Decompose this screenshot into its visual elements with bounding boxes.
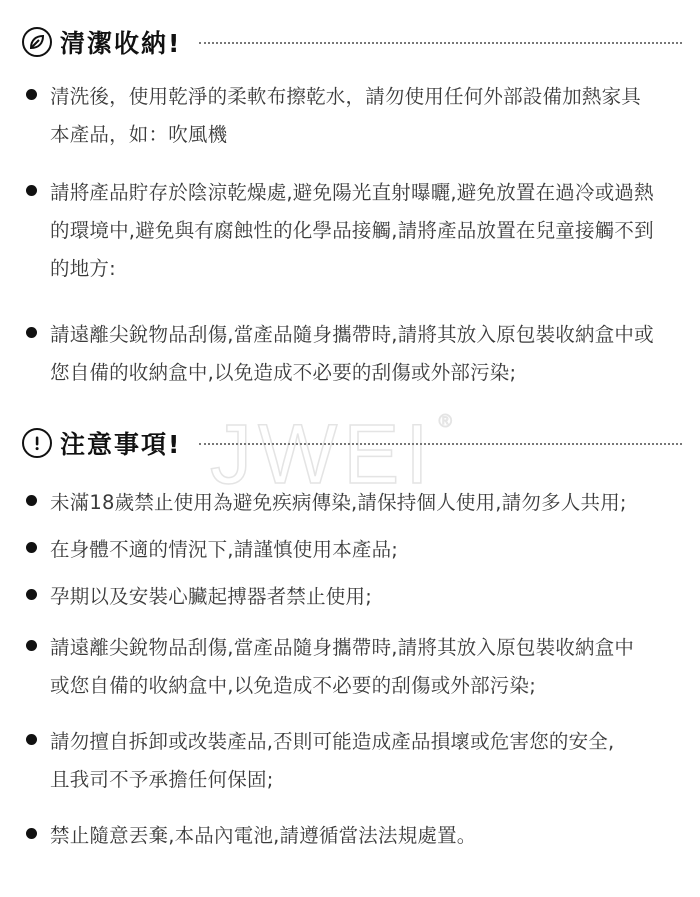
list-item-text: 清洗後，使用乾淨的柔軟布擦乾水，請勿使用任何外部設備加熱家具 本產品，如：吹風機 xyxy=(50,85,642,146)
list-item xyxy=(26,78,686,154)
list-item-text: 請遠離尖銳物品刮傷,當產品隨身攜帶時,請將其放入原包裝收納盒中或 您自備的收納盒中,以免造成不必要的刮傷或外部污染; xyxy=(50,323,654,384)
bullet-icon xyxy=(26,89,37,100)
bullet-icon xyxy=(26,640,37,651)
bullet-icon xyxy=(26,542,37,553)
list-item xyxy=(26,484,686,522)
list-item xyxy=(26,578,686,616)
exclamation-icon xyxy=(22,428,52,458)
bullet-icon xyxy=(26,327,37,338)
list-item xyxy=(26,629,686,705)
list-item xyxy=(26,817,686,855)
list-item xyxy=(26,174,686,288)
bullet-icon xyxy=(26,589,37,600)
list-item-text: 請將產品貯存於陰涼乾燥處,避免陽光直射曝曬,避免放置在過冷或過熱 的環境中,避免與有腐蝕性的化學品接觸,請將產品放置在兒童接觸不到 的地方: xyxy=(50,181,654,280)
list-item-text: 孕期以及安裝心臟起搏器者禁止使用; xyxy=(50,585,372,608)
section-header-cleaning xyxy=(22,22,682,62)
list-item xyxy=(26,723,686,799)
list-item-text: 禁止隨意丟棄,本品內電池,請遵循當法法規處置。 xyxy=(50,824,477,847)
section-title: 清潔收納! xyxy=(60,29,182,58)
list-item-text: 請遠離尖銳物品刮傷,當產品隨身攜帶時,請將其放入原包裝收納盒中 或您自備的收納盒中,以免造成不必要的刮傷或外部污染; xyxy=(50,636,635,697)
list-item xyxy=(26,316,686,392)
dotted-divider xyxy=(199,443,682,445)
bullet-icon xyxy=(26,495,37,506)
brand-watermark: JWEI ® xyxy=(210,407,458,501)
bullet-icon xyxy=(26,828,37,839)
list-item-text: 未滿18歲禁止使用為避免疾病傳染,請保持個人使用,請勿多人共用; xyxy=(50,491,627,514)
dotted-divider xyxy=(199,42,682,44)
leaf-icon xyxy=(22,27,52,57)
bullet-icon xyxy=(26,185,37,196)
section-title: 注意事項! xyxy=(60,430,182,459)
list-item-text: 在身體不適的情況下,請謹慎使用本產品; xyxy=(50,538,399,561)
list-item-text: 請勿擅自拆卸或改裝產品,否則可能造成產品損壞或危害您的安全, 且我司不予承擔任何保固; xyxy=(50,730,615,791)
section-header-precautions xyxy=(22,423,682,463)
list-item xyxy=(26,531,686,569)
bullet-icon xyxy=(26,734,37,745)
